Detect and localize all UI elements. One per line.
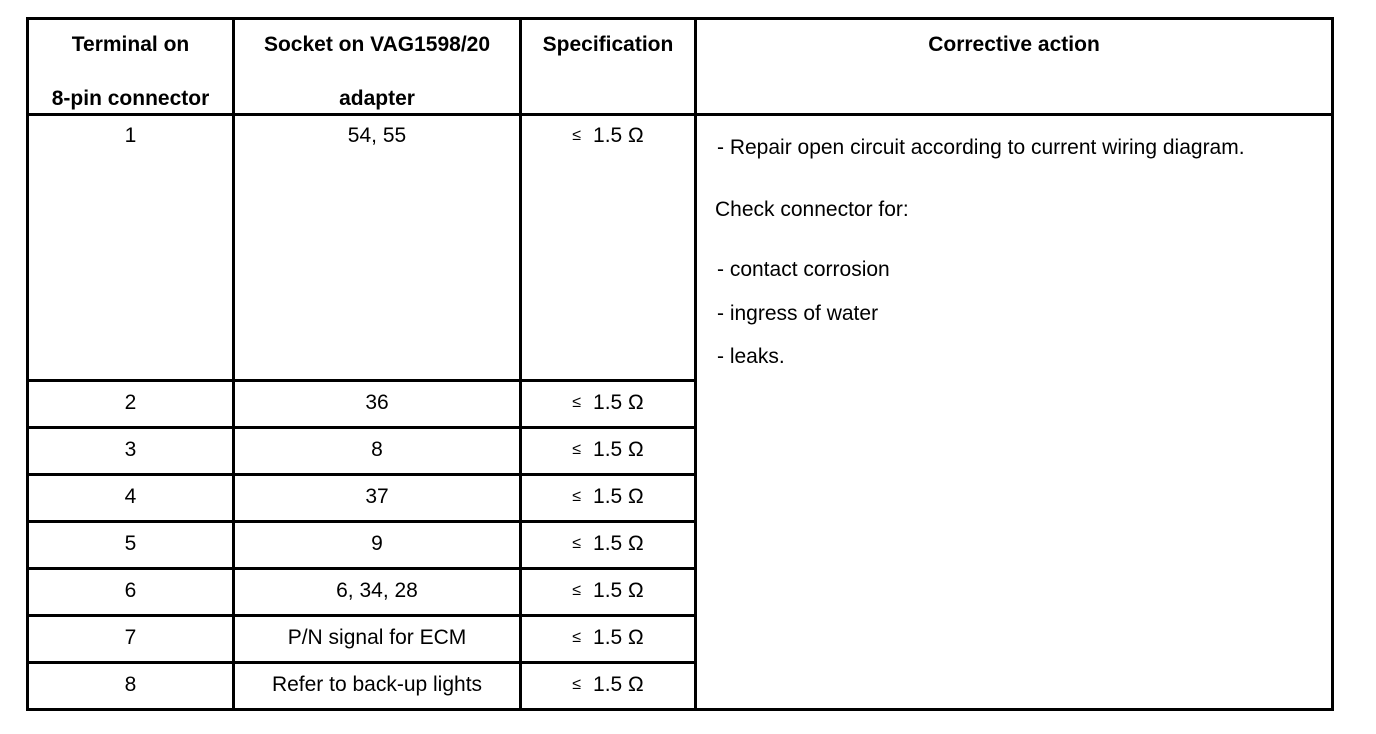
spec-value: 1.5 Ω: [593, 673, 644, 696]
spec-cell: [521, 522, 696, 569]
socket-cell: P/N signal for ECM: [234, 616, 521, 663]
socket-cell: 6, 34, 28: [234, 569, 521, 616]
header-specification-label: Specification: [542, 33, 674, 56]
less-equal-symbol: ≤: [572, 582, 582, 599]
socket-cell: 9: [234, 522, 521, 569]
header-terminal-line2: 8-pin connector: [51, 87, 210, 110]
spec-cell: [521, 381, 696, 428]
corrective-line-water: - ingress of water: [717, 302, 879, 325]
terminal-cell: [28, 115, 234, 381]
terminal-value: 1: [124, 124, 137, 147]
socket-cell: 37: [234, 475, 521, 522]
less-equal-symbol: ≤: [572, 629, 582, 646]
terminal-resistance-table: [26, 17, 1334, 711]
spec-value: 1.5 Ω: [593, 485, 644, 508]
spec-value: 1.5 Ω: [593, 626, 644, 649]
corrective-line-corrosion: - contact corrosion: [717, 258, 890, 281]
spec-value: 1.5 Ω: [593, 124, 644, 147]
header-terminal: [28, 19, 234, 115]
header-specification: [521, 19, 696, 115]
terminal-cell: 8: [28, 663, 234, 710]
less-equal-symbol: ≤: [572, 488, 582, 505]
spec-value: 1.5 Ω: [593, 391, 644, 414]
socket-cell: 36: [234, 381, 521, 428]
spec-value: 1.5 Ω: [593, 532, 644, 555]
table-header-row: [28, 19, 1333, 115]
header-socket-line1: Socket on VAG1598/20: [263, 33, 491, 56]
table-row: [28, 115, 1333, 381]
spec-cell: [521, 475, 696, 522]
socket-cell: 8: [234, 428, 521, 475]
less-equal-symbol: ≤: [572, 394, 582, 411]
header-terminal-line1: Terminal on: [71, 33, 190, 56]
corrective-action-cell: [696, 115, 1333, 710]
spec-cell: [521, 663, 696, 710]
header-corrective-action: [696, 19, 1333, 115]
less-equal-symbol: ≤: [572, 535, 582, 552]
terminal-cell: 6: [28, 569, 234, 616]
socket-cell: [234, 115, 521, 381]
corrective-line-leaks: - leaks.: [717, 345, 785, 368]
spec-cell: [521, 115, 696, 381]
header-socket-line2: adapter: [339, 87, 415, 110]
socket-value: 54, 55: [347, 124, 407, 147]
corrective-line-repair: - Repair open circuit according to current wiring diagram.: [717, 136, 1245, 159]
header-corrective-label: Corrective action: [928, 33, 1100, 56]
terminal-cell: 3: [28, 428, 234, 475]
header-socket: [234, 19, 521, 115]
terminal-cell: 2: [28, 381, 234, 428]
terminal-cell: 4: [28, 475, 234, 522]
terminal-cell: 7: [28, 616, 234, 663]
terminal-cell: 5: [28, 522, 234, 569]
less-equal-symbol: ≤: [572, 676, 582, 693]
spec-value: 1.5 Ω: [593, 438, 644, 461]
corrective-line-check: Check connector for:: [715, 198, 909, 221]
socket-cell: Refer to back-up lights: [234, 663, 521, 710]
spec-cell: [521, 569, 696, 616]
spec-cell: [521, 616, 696, 663]
less-equal-symbol: ≤: [572, 127, 582, 144]
spec-cell: [521, 428, 696, 475]
spec-value: 1.5 Ω: [593, 579, 644, 602]
less-equal-symbol: ≤: [572, 441, 582, 458]
